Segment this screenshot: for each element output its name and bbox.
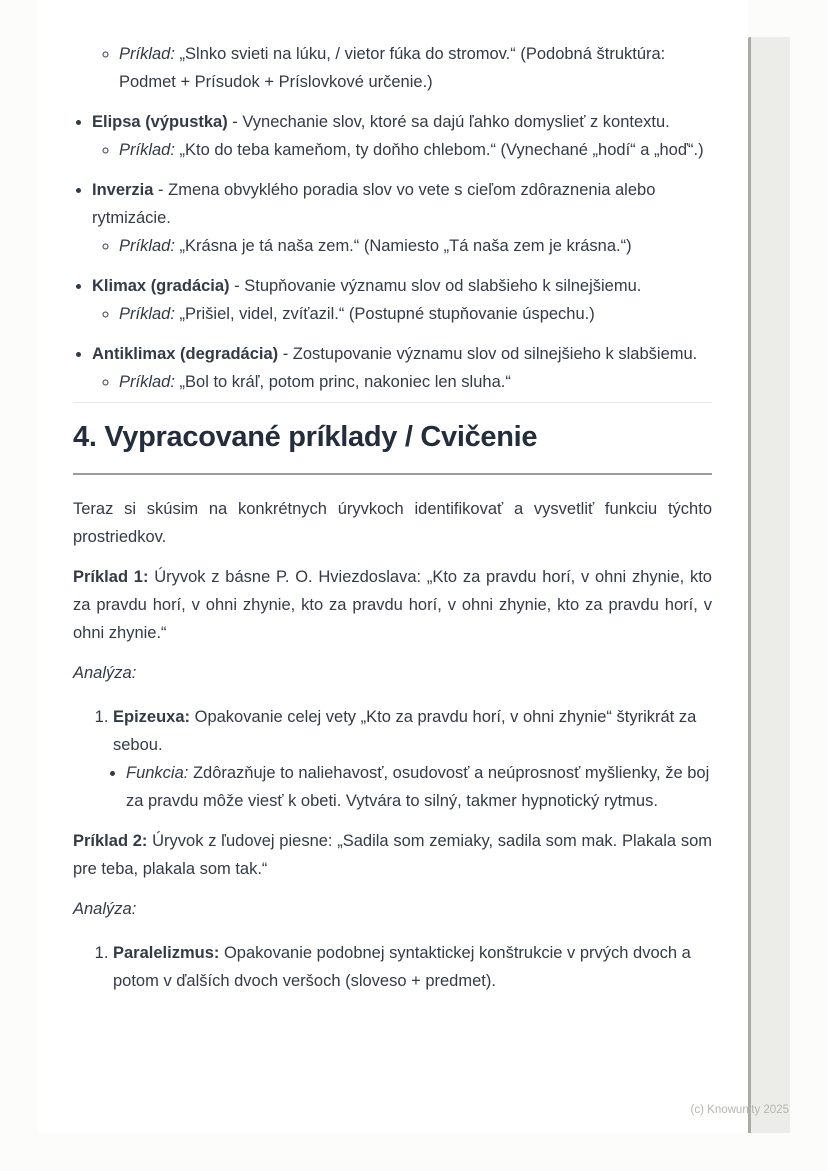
- device-term: Klimax (gradácia): [92, 277, 230, 295]
- analysis1-list: [73, 703, 712, 815]
- device-example-list: [92, 368, 712, 396]
- analysis-term: Epizeuxa:: [113, 708, 191, 726]
- device-example-list: [92, 232, 712, 260]
- intro-example-list: [73, 40, 712, 96]
- list-item: [119, 232, 712, 260]
- list-item: [92, 340, 712, 396]
- example-label: Príklad:: [119, 45, 175, 63]
- example1-paragraph: [73, 563, 712, 647]
- device-example-list: [92, 300, 712, 328]
- analysis2-list: [73, 939, 712, 995]
- example-text: „Bol to kráľ, potom princ, nakoniec len sluha.“: [174, 373, 511, 391]
- example1-label: Príklad 1:: [73, 568, 149, 586]
- analysis-sub-list: [113, 759, 712, 815]
- section-intro-paragraph: Teraz si skúsim na konkrétnych úryvkoch identifikovať a vysvetliť funkciu týchto prostriedkov.: [73, 500, 712, 546]
- example2-label: Príklad 2:: [73, 832, 148, 850]
- list-item: [126, 759, 712, 815]
- example-text: „Krásna je tá naša zem.“ (Namiesto „Tá naša zem je krásna.“): [174, 237, 632, 255]
- list-item: [92, 176, 712, 260]
- example1-text: Úryvok z básne P. O. Hviezdoslava: „Kto za pravdu horí, v ohni zhynie, kto za pravdu horí, v ohni zhynie, kto za pravdu horí, v ohni zhynie, kto za pravdu horí, v ohni zhynie.“: [73, 568, 712, 642]
- example2-paragraph: [73, 827, 712, 883]
- list-item: [119, 368, 712, 396]
- analysis-text: Opakovanie celej vety „Kto za pravdu horí, v ohni zhynie“ štyrikrát za sebou.: [113, 708, 697, 754]
- device-definition: - Zostupovanie významu slov od silnejšieho k slabšiemu.: [278, 345, 698, 363]
- example-text: „Slnko svieti na lúku, / vietor fúka do stromov.“ (Podobná štruktúra: Podmet + Prísudok + Príslovkové určenie.): [119, 45, 666, 91]
- device-example-list: [92, 136, 712, 164]
- section-divider: [73, 402, 712, 403]
- device-term: Inverzia: [92, 181, 154, 199]
- list-item: [92, 108, 712, 164]
- device-term: Elipsa (výpustka): [92, 113, 228, 131]
- list-item: [113, 703, 712, 815]
- analysis2-label: Analýza:: [73, 900, 137, 918]
- example-text: „Prišiel, videl, zvíťazil.“ (Postupné stupňovanie úspechu.): [174, 305, 595, 323]
- function-label: Funkcia:: [126, 764, 189, 782]
- copyright-watermark: (c) Knowunity 2025: [690, 1104, 789, 1116]
- list-item: [113, 939, 712, 995]
- device-definition: - Zmena obvyklého poradia slov vo vete s cieľom zdôraznenia alebo rytmizácie.: [92, 181, 656, 227]
- function-text: Zdôrazňuje to naliehavosť, osudovosť a neúprosnosť myšlienky, že boj za pravdu môže viesť k obeti. Vytvára to silný, takmer hypnotický rytmus.: [126, 764, 710, 810]
- example-label: Príklad:: [119, 237, 175, 255]
- list-item: [119, 40, 712, 96]
- scrollbar-track[interactable]: [748, 37, 790, 1133]
- list-item: [92, 272, 712, 328]
- analysis-term: Paralelizmus:: [113, 944, 220, 962]
- list-item: [119, 300, 712, 328]
- example2-text: Úryvok z ľudovej piesne: „Sadila som zemiaky, sadila som mak. Plakala som pre teba, plakala som tak.“: [73, 832, 712, 878]
- device-definition: - Vynechanie slov, ktoré sa dajú ľahko domyslieť z kontextu.: [227, 113, 670, 131]
- device-definition: - Stupňovanie významu slov od slabšieho k silnejšiemu.: [229, 277, 642, 295]
- analysis1-label: Analýza:: [73, 664, 137, 682]
- example-label: Príklad:: [119, 305, 175, 323]
- devices-list: [73, 108, 712, 396]
- device-term: Antiklimax (degradácia): [92, 345, 279, 363]
- example-label: Príklad:: [119, 141, 175, 159]
- list-item: [119, 136, 712, 164]
- section-heading: 4. Vypracované príklady / Cvičenie: [73, 419, 712, 475]
- example-label: Príklad:: [119, 373, 175, 391]
- example-text: „Kto do teba kameňom, ty doňho chlebom.“ (Vynechané „hodí“ a „hoď“.): [174, 141, 704, 159]
- analysis-text: Opakovanie podobnej syntaktickej konštrukcie v prvých dvoch a potom v ďalších dvoch veršoch (sloveso + predmet).: [113, 944, 691, 990]
- document-page: [37, 0, 748, 1133]
